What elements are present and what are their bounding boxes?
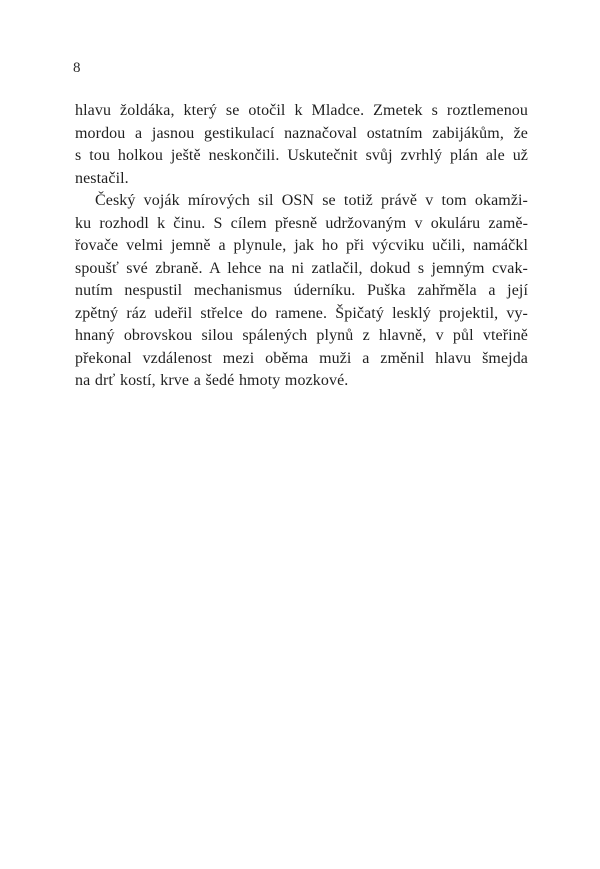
text-line: řovače velmi jemně a plynule, jak ho při výcviku učili, namáčkl (75, 237, 528, 254)
text-line: mordou a jasnou gestikulací naznačoval ostatním zabijákům, že (75, 124, 528, 142)
page-number: 8 (73, 60, 81, 76)
text-line: hlavu žoldáka, který se otočil k Mladce. Zmetek s roztlemenou (75, 102, 528, 119)
text-line: nutím nespustil mechanismus úderníku. Puška zahřměla a její (75, 282, 528, 299)
text-line: ku rozhodl k činu. S cílem přesně udržovaným v okuláru zamě- (75, 214, 528, 232)
text-line: nestačil. (75, 169, 129, 187)
paragraph (75, 190, 528, 393)
text-line: překonal vzdálenost mezi oběma muži a změnil hlavu šmejda (75, 349, 528, 367)
text-line: zpětný ráz udeřil střelce do ramene. Špičatý lesklý projektil, vy- (75, 304, 528, 322)
text-line: s tou holkou ještě neskončili. Uskutečnit svůj zvrhlý plán ale už (75, 147, 528, 164)
text-line: spoušť své zbraně. A lehce na ni zatlačil, dokud s jemným cvak- (75, 259, 528, 277)
text-line: na drť kostí, krve a šedé hmoty mozkové. (75, 372, 349, 389)
paragraph (75, 100, 528, 190)
text-line: hnaný obrovskou silou spálených plynů z hlavně, v půl vteřině (75, 327, 528, 344)
text-block (75, 100, 528, 393)
text-line: Český voják mírových sil OSN se totiž právě v tom okamži- (95, 192, 528, 209)
